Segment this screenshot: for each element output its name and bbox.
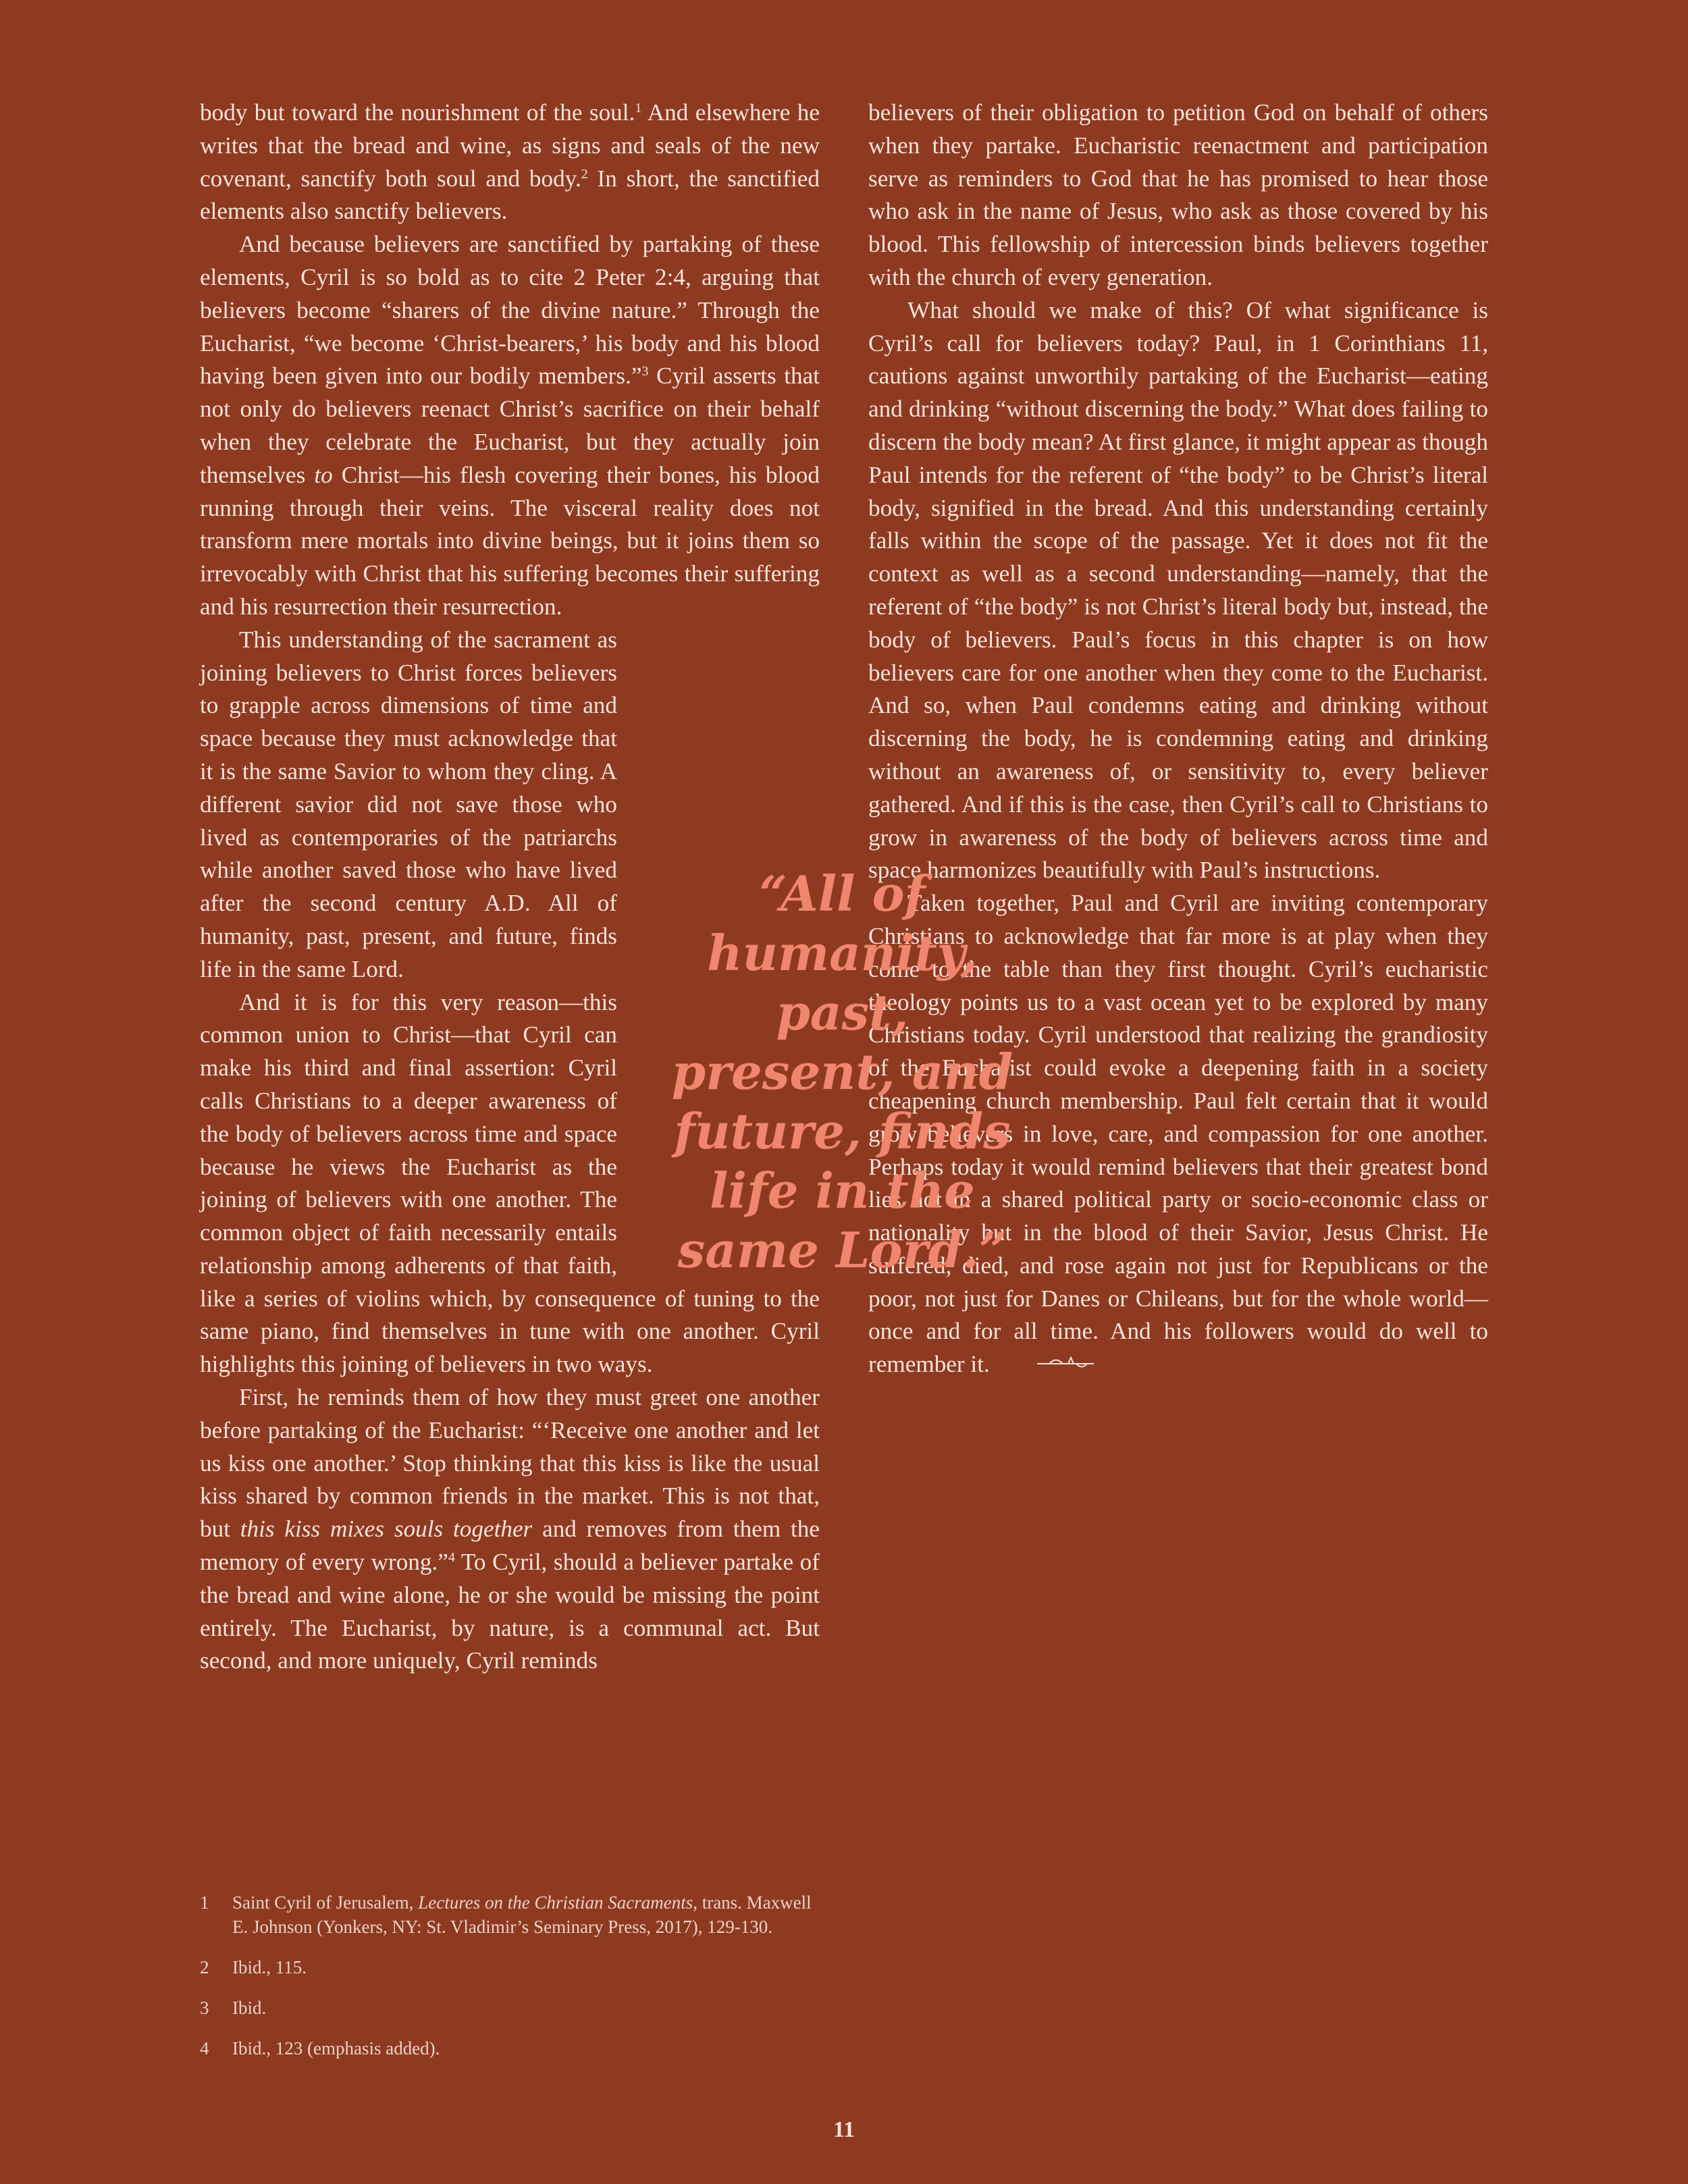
footnote-text: Ibid., 115. [232, 1957, 307, 1977]
footnote [200, 1890, 820, 1939]
pull-quote: “All of humanity, past, present, and future, finds life in the same Lord.” [671, 865, 1013, 1279]
footnote-text: Saint Cyril of Jerusalem, Lectures on the Christian Sacraments, trans. Maxwell E. Johnson (Yonkers, NY: St. Vladimir’s Seminary Press, 2017), 129-130. [232, 1892, 812, 1937]
footnote [200, 1996, 820, 2020]
footnotes [200, 1890, 820, 2077]
footnote [200, 2036, 820, 2060]
paragraph: This understanding of the sacrament as joining believers to Christ forces believers to grapple across dimensions of time and space because they must acknowledge that it is the same Savior to whom they cling. A different savior did not save those who lived as contemporaries of the patriarchs while another saved those who have lived after the second century A.D. All of humanity, past, present, and future, finds life in the same Lord. [200, 626, 617, 982]
footnote-ref[interactable]: 3 [641, 364, 649, 379]
footnote-text: Ibid., 123 (emphasis added). [232, 2038, 440, 2058]
paragraph: Taken together, Paul and Cyril are inviting contemporary Christians to acknowledge that far more is at play when they come to the table than they first thought. Cyril’s eucharistic theology points us to a vast ocean yet to be explored by many Christians today. Cyril understood that realizing the grandiosity of the Eucharist could evoke a deepening faith in a society cheapening church membership. Paul felt certain that it would grow believers in love, care, and compassion for one another. Perhaps today it would remind believers that their greatest bond lies not in a shared political party or socio-economic class or nationality but in the blood of their Savior, Jesus Christ. He suffered, died, and rose again not just for Republicans or the poor, not just for Danes or Chileans, but for the whole world—once and for all time. And his followers would do well to remember it. [868, 887, 1488, 1383]
paragraph: And because believers are sanctified by partaking of these elements, Cyril is so bold as to cite 2 Peter 2:4, arguing that believers become “sharers of the divine nature.” Through the Eucharist, “we become ‘Christ-bearers,’ his body and his blood having been given into our bodily members.”$^3$ Cyril asserts that not only do believers reenact Christ’s sacrifice on their behalf when they celebrate the Eucharist, but they actually join themselves to Christ—his flesh covering their bones, his blood running through their veins. The visceral reality does not transform mere mortals into divine beings, but it joins them so irrevocably with Christ that his suffering becomes their suffering and his resurrection their resurrection. [200, 231, 820, 620]
footnote-number: 4 [200, 2038, 209, 2058]
paragraph: body but toward the nourishment of the soul.$^1$ And elsewhere he writes that the bread and wine, as signs and seals of the new covenant, sanctify both soul and body.$^2$ In short, the sanctified elements also sanctify believers. [200, 99, 820, 225]
paragraph: What should we make of this? Of what significance is Cyril’s call for believers today? Paul, in 1 Corinthians 11, cautions against unworthily partaking of the Eucharist—eating and drinking “without discerning the body.” What does failing to discern the body mean? At first glance, it might appear as though Paul intends for the referent of “the body” to be Christ’s literal body, signified in the bread. And this understanding certainly falls within the scope of the passage. Yet it does not fit the context as well as a second understanding—namely, that the referent of “the body” is not Christ’s literal body but, instead, the body of believers. Paul’s focus in this chapter is on how believers care for one another when they come to the Eucharist. And so, when Paul condemns eating and drinking without discerning the body, he is condemning eating and drinking without an awareness of, or sensitivity to, every believer gathered. And if this is the case, then Cyril’s call to Christians to grow in awareness of the body of believers across time and space harmonizes beautifully with Paul’s instructions. [868, 296, 1488, 884]
page-number: 11 [833, 2117, 855, 2142]
paragraph: And it is for this very reason—this common union to Christ—that Cyril can make his third and final assertion: Cyril calls Christians to a deeper awareness of the body of believers across time and space because he views the Eucharist as the joining of believers with one another. The common object of faith necessarily entails relationship among adherents of that faith, like a series of violins which, by consequence of tuning to the same piano, find themselves in tune with one another. Cyril highlights this joining of believers in two ways. [200, 988, 820, 1378]
footnote-ref[interactable]: 1 [635, 101, 642, 115]
footnote-ref[interactable]: 2 [581, 166, 588, 182]
paragraph: First, he reminds them of how they must greet one another before partaking of the Eucharist: “‘Receive one another and let us kiss one another.’ Stop thinking that this kiss is like the usual kiss shared by common friends in the market. This is not that, but this kiss mixes souls together and removes from them the memory of every wrong.”$^4$ To Cyril, should a believer partake of the bread and wine alone, he or she would be missing the point entirely. The Eucharist, by nature, is a communal act. But second, and more uniquely, Cyril reminds [200, 1384, 820, 1674]
footnote [200, 1955, 820, 1979]
footnote-number: 3 [200, 1998, 209, 2018]
footnote-ref[interactable]: 4 [448, 1550, 455, 1566]
footnote-text: Ibid. [232, 1998, 267, 2018]
paragraph: believers of their obligation to petition God on behalf of others when they partake. Eucharistic reenactment and participation serve as reminders to God that he has promised to hear those who ask in the name of Jesus, who ask as those covered by his blood. This fellowship of intercession binds believers together with the church of every generation. [868, 99, 1488, 290]
end-of-article-icon [997, 1350, 1095, 1383]
footnote-number: 1 [200, 1892, 209, 1913]
footnote-number: 2 [200, 1957, 209, 1977]
